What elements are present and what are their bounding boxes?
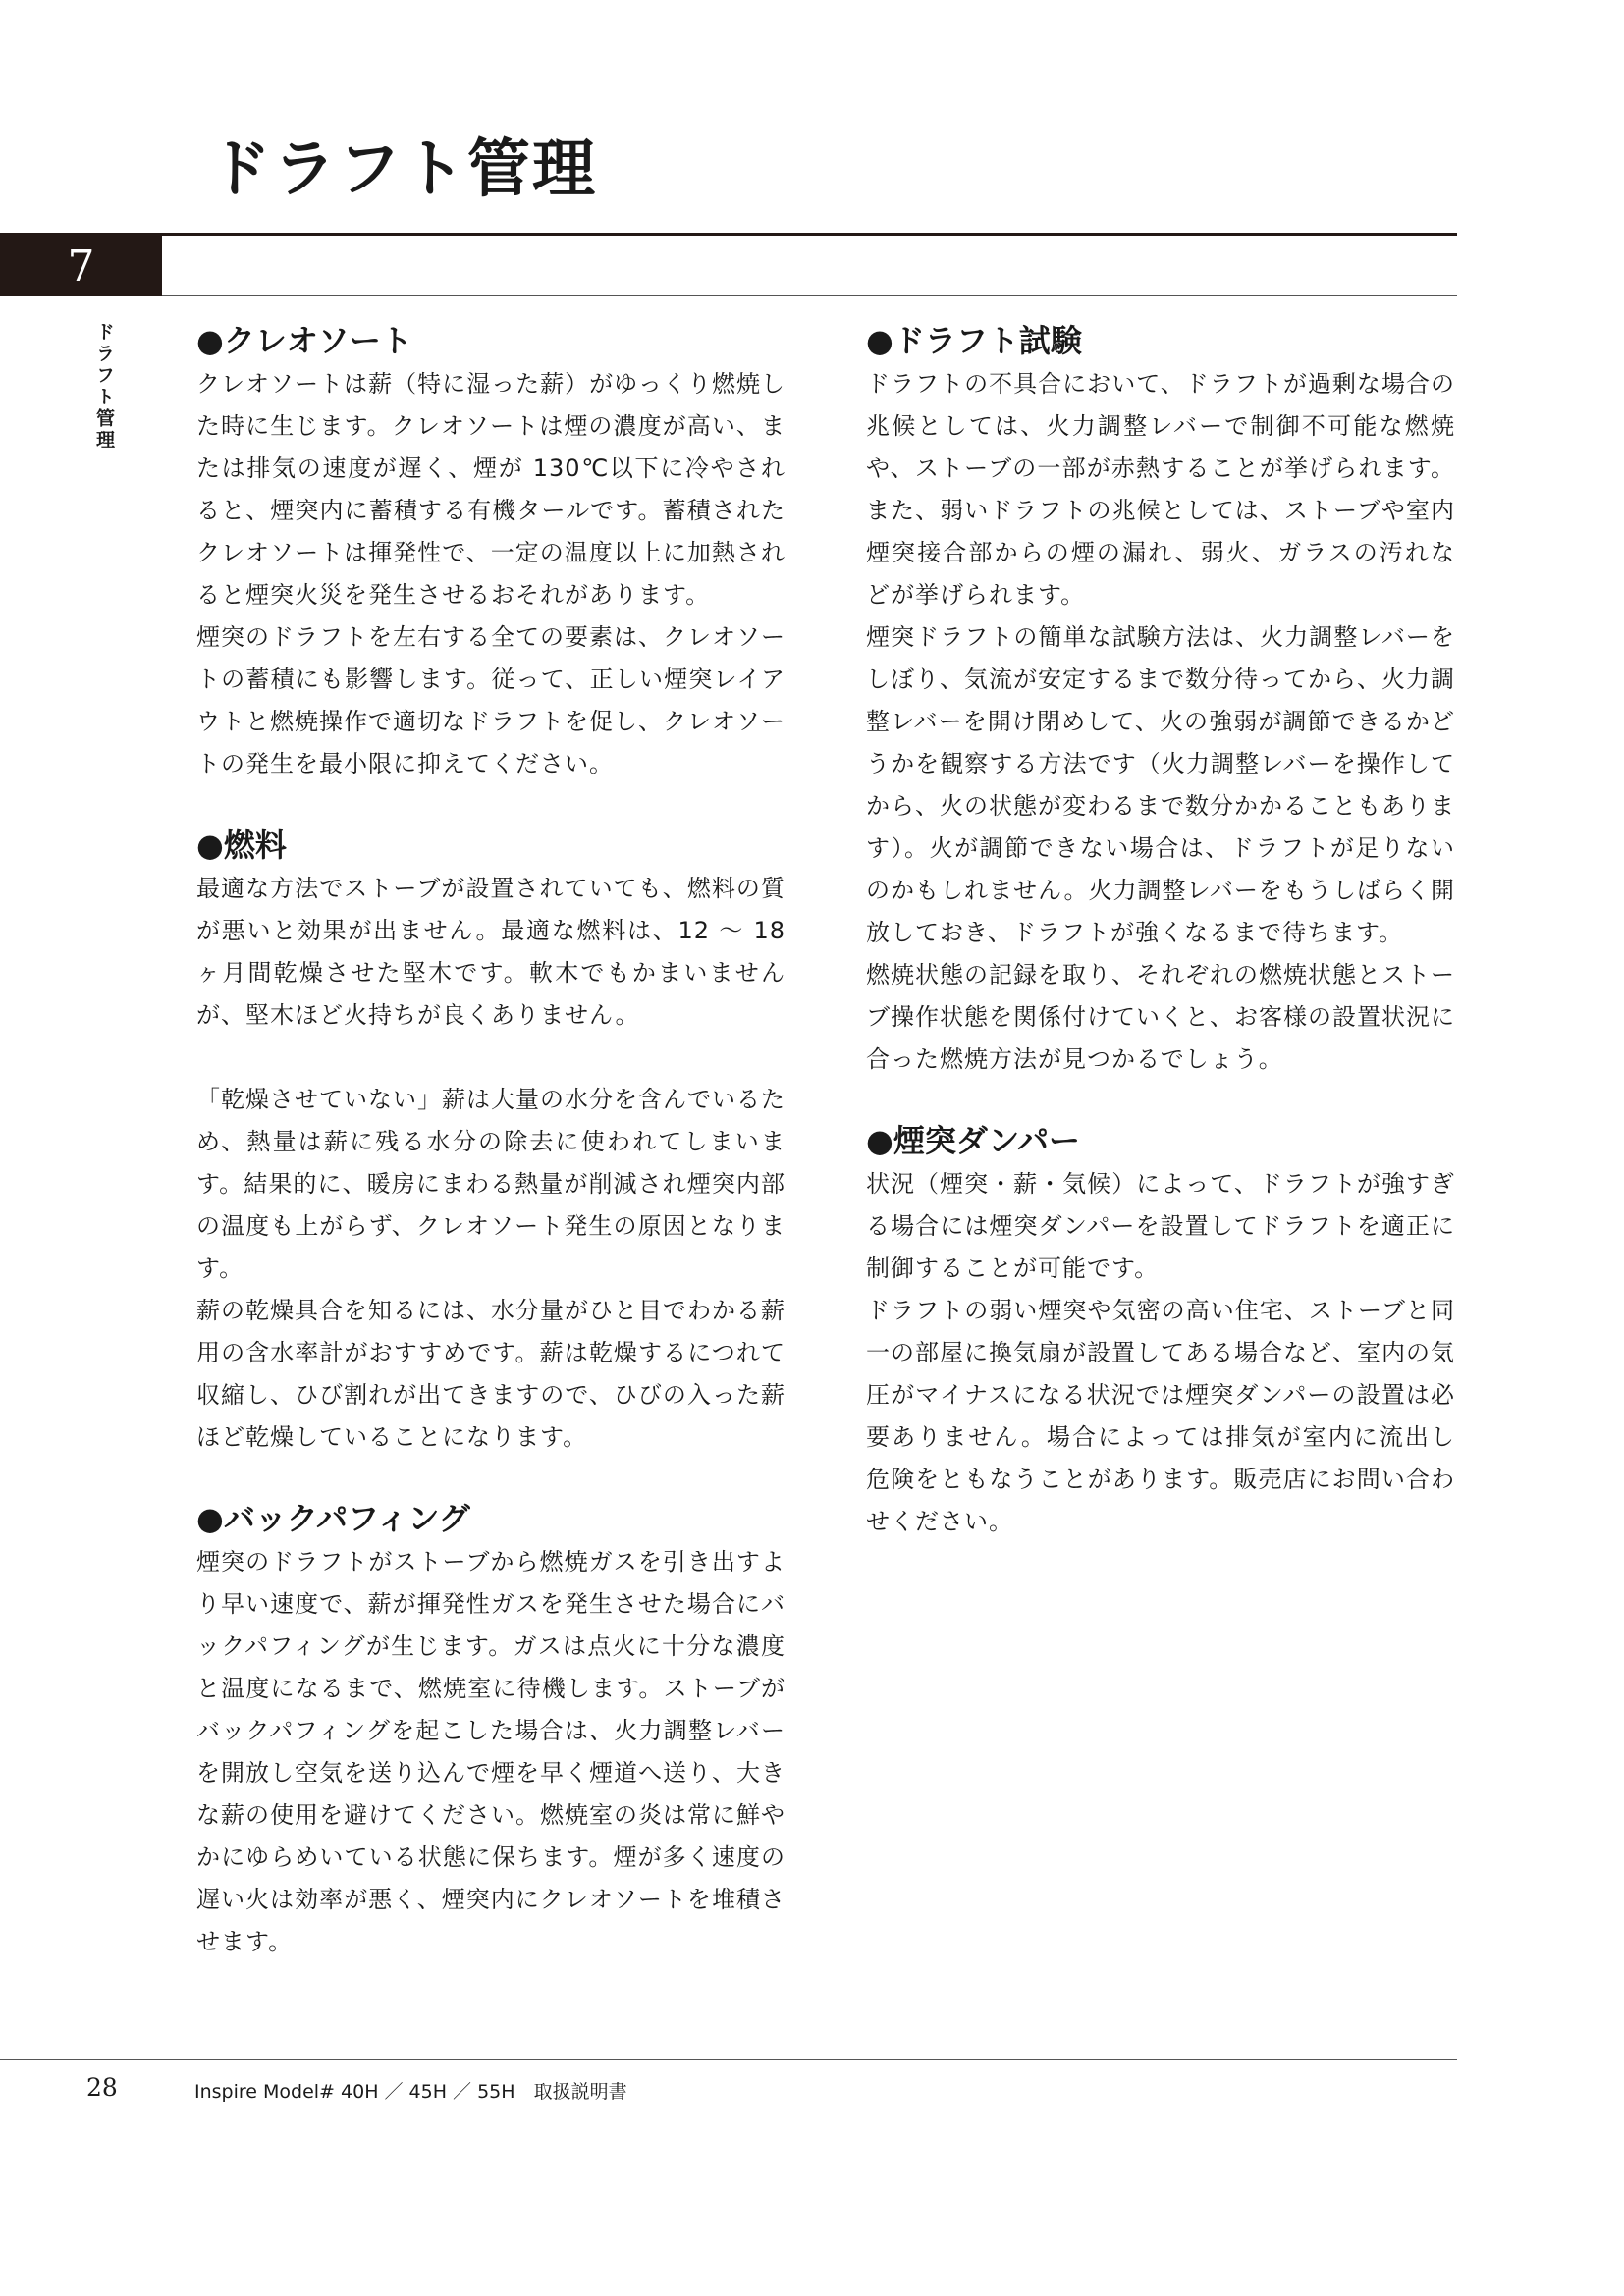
paragraph: 「乾燥させていない」薪は大量の水分を含んでいるため、熱量は薪に残る水分の除去に使われてしまいます。結果的に、暖房にまわる熱量が削減され煙突内部の温度も上がらず、クレオソート発生の原因となります。 (196, 1086, 785, 1282)
paragraph: 煙突ドラフトの簡単な試験方法は、火力調整レバーをしぼり、気流が安定するまで数分待ってから、火力調整レバーを開け閉めして、火の強弱が調節できるかどうかを観察する方法です（火力調整レバーを操作してから、火の状態が変わるまで数分かかることもあります）。火が調節できない場合は、ドラフトが足りないのかもしれません。火力調整レバーをもうしばらく開放しておき、ドラフトが強くなるまで待ちます。 (866, 623, 1455, 946)
section-draft-test (866, 320, 1455, 1081)
section-heading: ●燃料 (196, 827, 287, 864)
paragraph: クレオソートは薪（特に湿った薪）がゆっくり燃焼した時に生じます。クレオソートは煙の濃度が高い、または排気の速度が遅く、煙が 130℃以下に冷やされると、煙突内に蓄積する有機タールです。蓄積されたクレオソートは揮発性で、一定の温度以上に加熱されると煙突火災を発生させるおそれがあります。 (196, 370, 785, 609)
section-chimney-damper (866, 1120, 1455, 1543)
footer-manual-title: Inspire Model# 40H ／ 45H ／ 55H 取扱説明書 (194, 2081, 627, 2103)
paragraph: 煙突のドラフトを左右する全ての要素は、クレオソートの蓄積にも影響します。従って、正しい煙突レイアウトと燃焼操作で適切なドラフトを促し、クレオソートの発生を最小限に抑えてください。 (196, 623, 785, 777)
section-heading: ●煙突ダンパー (866, 1122, 1081, 1159)
header-rule (0, 233, 1457, 236)
section-backpuffing (196, 1498, 785, 1963)
paragraph: ドラフトの不具合において、ドラフトが過剰な場合の兆候としては、火力調整レバーで制御不可能な燃焼や、ストーブの一部が赤熱することが挙げられます。また、弱いドラフトの兆候としては、ストーブや室内煙突接合部からの煙の漏れ、弱火、ガラスの汚れなどが挙げられます。 (866, 370, 1455, 609)
right-column (866, 320, 1455, 1582)
section-creosote (196, 320, 785, 785)
footer-rule (0, 2059, 1457, 2060)
chapter-number: 7 (67, 240, 95, 292)
paragraph: ドラフトの弱い煙突や気密の高い住宅、ストーブと同一の部屋に換気扇が設置してある場合など、室内の気圧がマイナスになる状況では煙突ダンパーの設置は必要ありません。場合によっては排気が室内に流出し危険をともなうことがあります。販売店にお問い合わせください。 (866, 1297, 1455, 1535)
chapter-number-box (0, 236, 162, 296)
page-title: ドラフト管理 (208, 133, 597, 206)
paragraph: 燃焼状態の記録を取り、それぞれの燃焼状態とストーブ操作状態を関係付けていくと、お客様の設置状況に合った燃焼方法が見つかるでしょう。 (866, 961, 1455, 1073)
paragraph: 煙突のドラフトがストーブから燃焼ガスを引き出すより早い速度で、薪が揮発性ガスを発生させた場合にバックパフィングが生じます。ガスは点火に十分な濃度と温度になるまで、燃焼室に待機します。ストーブがバックパフィングを起こした場合は、火力調整レバーを開放し空気を送り込んで煙を早く煙道へ送り、大きな薪の使用を避けてください。燃焼室の炎は常に鮮やかにゆらめいている状態に保ちます。煙が多く速度の遅い火は効率が悪く、煙突内にクレオソートを堆積させます。 (196, 1548, 785, 1955)
left-column (196, 320, 785, 2002)
header-sub-rule (162, 295, 1457, 296)
side-chapter-label: ドラフト管理 (93, 322, 115, 452)
paragraph: 最適な方法でストーブが設置されていても、燃料の質が悪いと効果が出ません。最適な燃料は、12 ～ 18 ヶ月間乾燥させた堅木です。軟木でもかまいませんが、堅木ほど火持ちが良くありません。 (196, 875, 785, 1029)
paragraph: 状況（煙突・薪・気候）によって、ドラフトが強すぎる場合には煙突ダンパーを設置してドラフトを適正に制御することが可能です。 (866, 1170, 1455, 1282)
section-heading: ●クレオソート (196, 322, 412, 359)
paragraph: 薪の乾燥具合を知るには、水分量がひと目でわかる薪用の含水率計がおすすめです。薪は乾燥するにつれて収縮し、ひび割れが出てきますので、ひびの入った薪ほど乾燥していることになります。 (196, 1297, 785, 1451)
page-number: 28 (86, 2073, 118, 2102)
section-fuel (196, 825, 785, 1459)
section-heading: ●ドラフト試験 (866, 322, 1082, 359)
section-heading: ●バックパフィング (196, 1500, 470, 1537)
